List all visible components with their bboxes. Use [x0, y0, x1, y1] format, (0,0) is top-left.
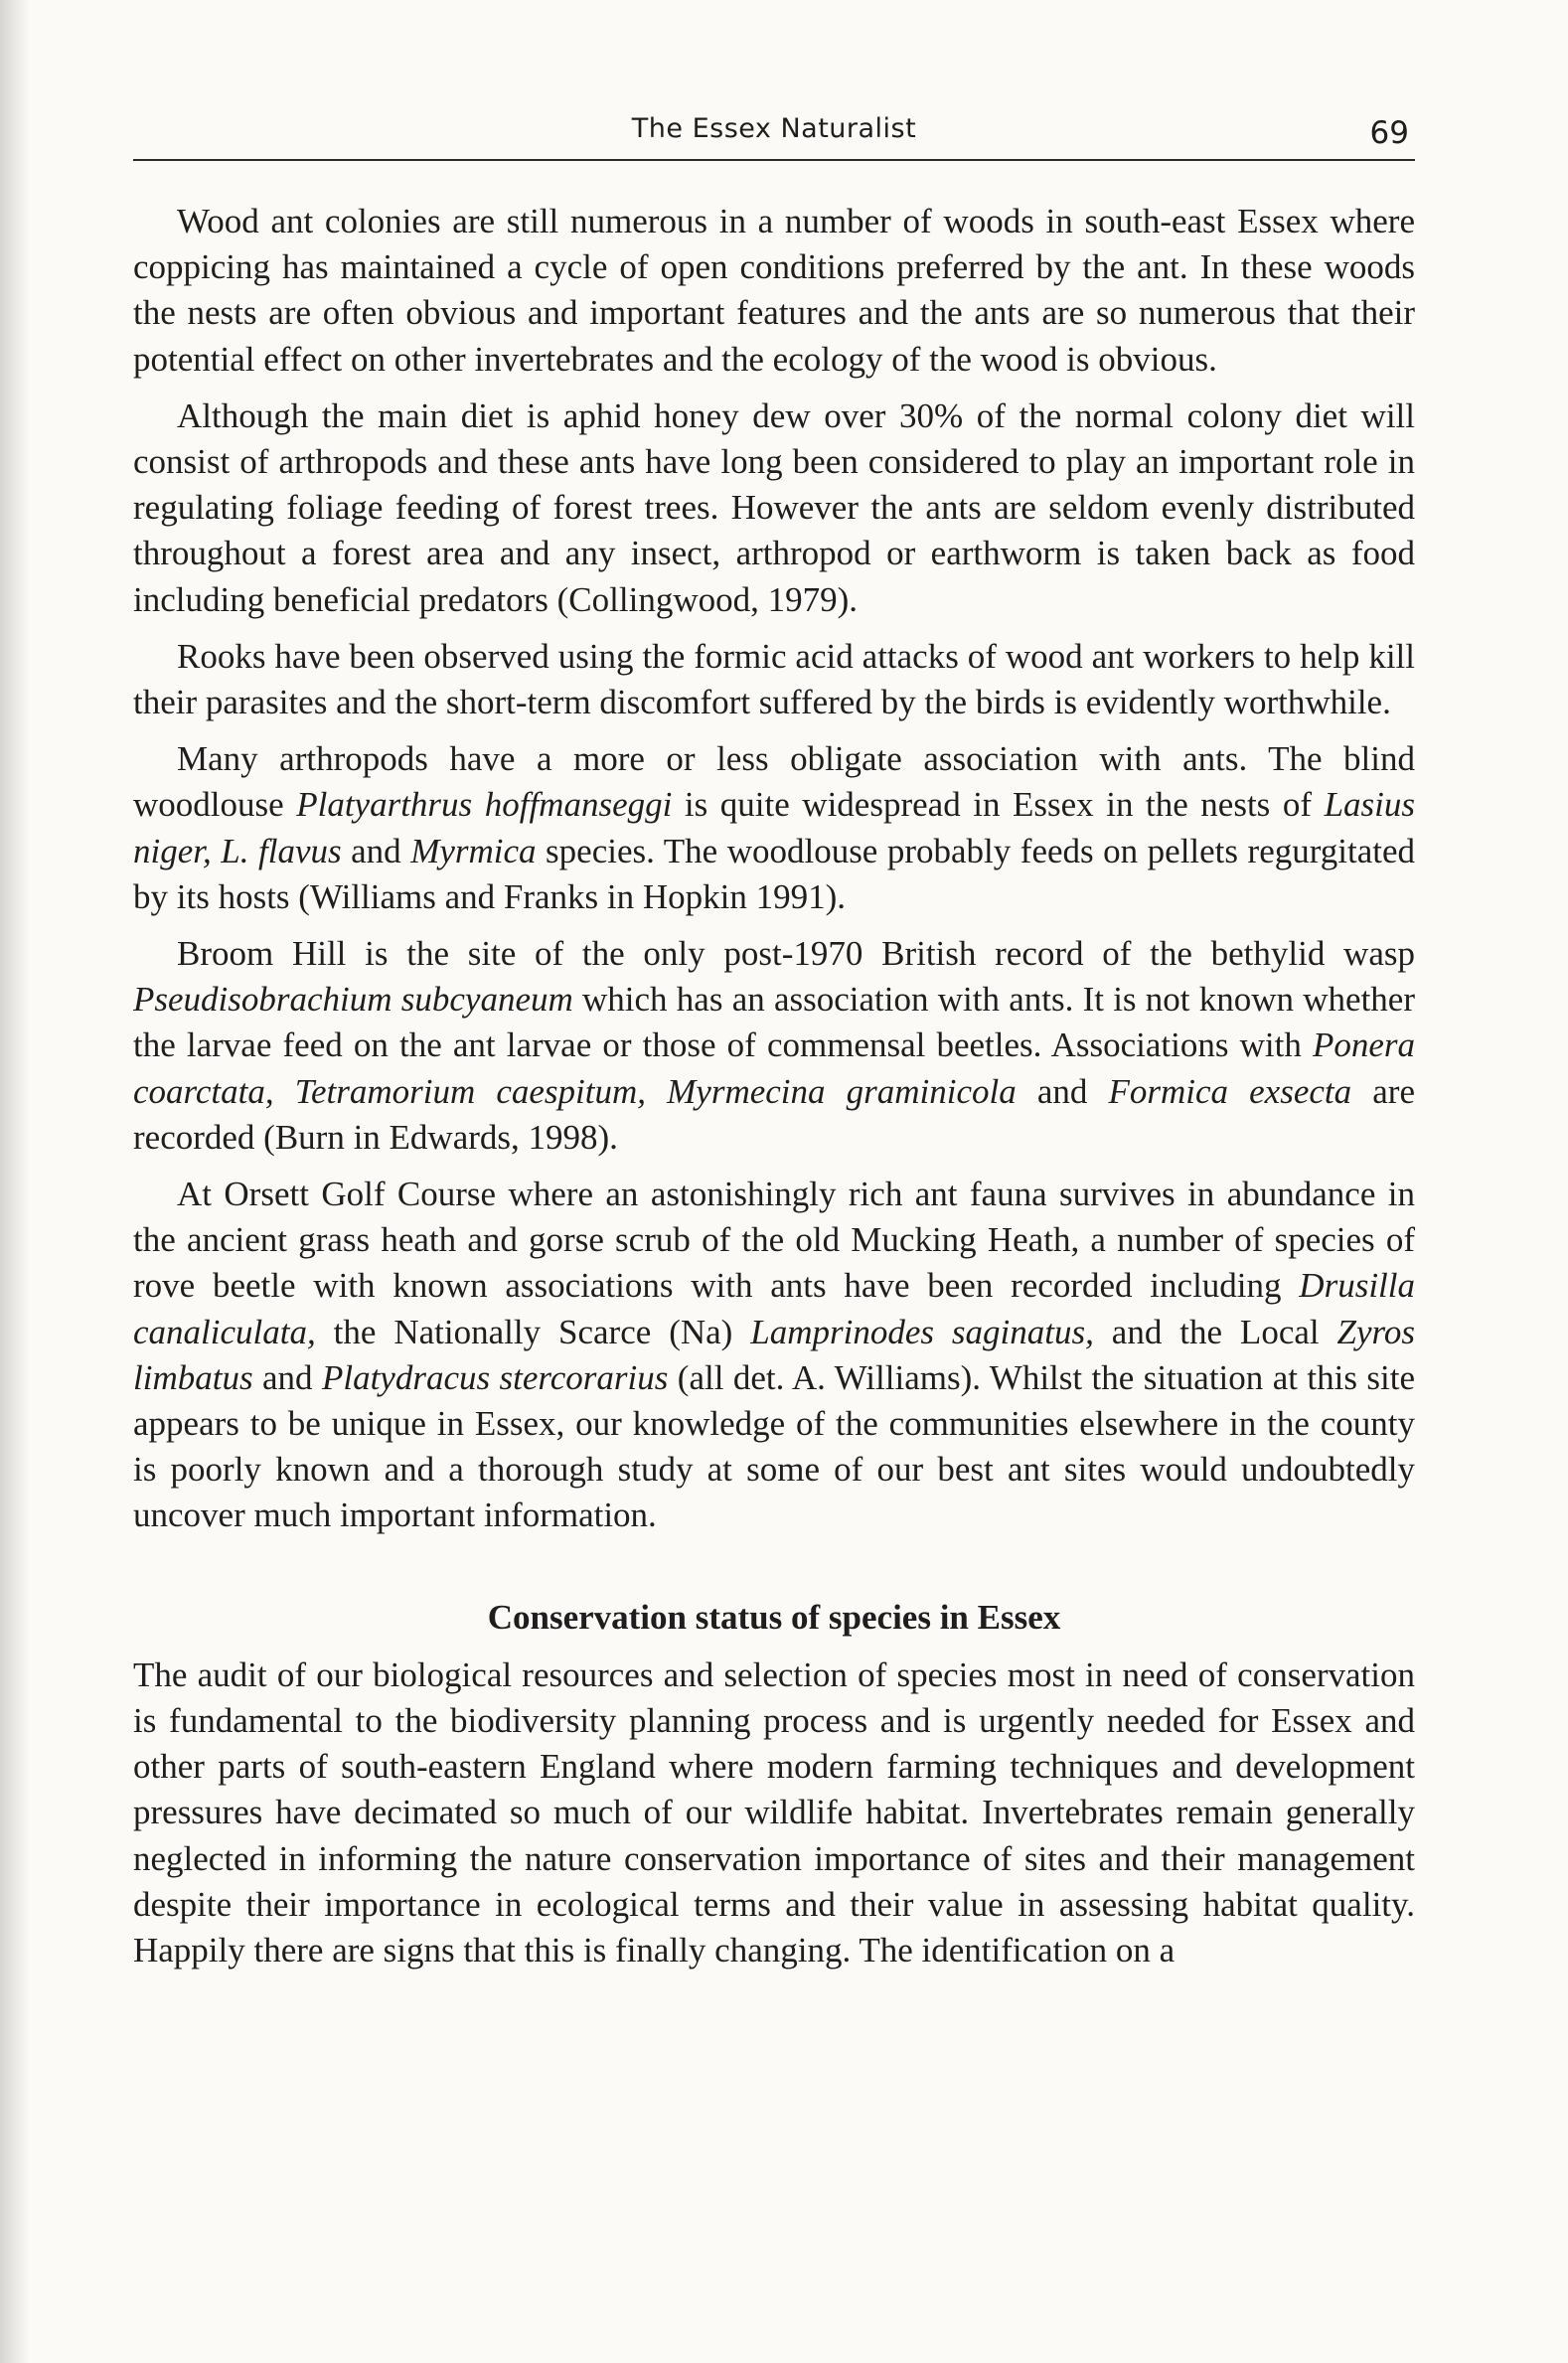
species-name: Ponera coarctata, Tetramorium caespitum, Myrmecina graminicola [133, 1025, 1415, 1111]
paragraph [133, 1653, 1415, 1973]
species-name: Zyros limbatus [133, 1312, 1415, 1397]
paragraphs [133, 199, 1415, 1539]
paragraph [133, 199, 1415, 383]
text-run: Wood ant colonies are still numerous in a number of woods in south-east Essex where coppicing has maintained a cycle of open conditions preferred by the ant. In these woods the nests are often obvious and important features and the ants are so numerous that their potential effect on other invertebrates and the ecology of the wood is obvious. [133, 202, 1415, 379]
text-run: At Orsett Golf Course where an astonishingly rich ant fauna survives in abundance in the ancient grass heath and gorse scrub of the old Mucking Heath, a number of species of rove beetle with known associations with ants have been recorded including [133, 1175, 1415, 1306]
species-name: Formica exsecta [1108, 1071, 1352, 1111]
journal-page [133, 111, 1415, 1973]
text-run: are recorded (Burn in Edwards, 1998). [133, 1071, 1415, 1157]
section-paragraphs [133, 1653, 1415, 1973]
text-run: Although the main diet is aphid honey dew over 30% of the normal colony diet will consist of arthropods and these ants have long been considered to play an important role in regulating foliage feeding of forest trees. However the ants are seldom evenly distributed throughout a forest area and any insect, arthropod or earthworm is taken back as food including beneficial predators (Collingwood, 1979). [133, 395, 1415, 619]
text-run: species. The woodlouse probably feeds on pellets regurgitated by its hosts (Williams and Franks in Hopkin 1991). [133, 831, 1415, 916]
text-run: Many arthropods have a more or less obligate association with ants. The blind woodlouse [133, 739, 1415, 825]
page-number: 69 [1369, 115, 1409, 151]
species-name: Lasius niger, L. flavus [133, 785, 1415, 870]
paragraph [133, 1172, 1415, 1539]
text-run: and [252, 1357, 322, 1397]
paragraph [133, 394, 1415, 623]
text-run: Broom Hill is the site of the only post-1970 British record of the bethylid wasp [177, 934, 1415, 974]
journal-title: The Essex Naturalist [631, 113, 917, 144]
body-text [133, 199, 1415, 1973]
text-run: Rooks have been observed using the formic acid attacks of wood ant workers to help kill their parasites and the short-term discomfort suffered by the birds is evidently worthwhile. [133, 636, 1415, 722]
text-run: is quite widespread in Essex in the nests of [672, 785, 1325, 825]
running-head [133, 111, 1415, 161]
paragraph [133, 634, 1415, 725]
section-heading: Conservation status of species in Essex [487, 1597, 1061, 1637]
text-run: the Nationally Scarce (Na) [315, 1312, 751, 1351]
species-name: Lamprinodes saginatus, [750, 1312, 1094, 1351]
species-name: Platyarthrus hoffmanseggi [296, 785, 673, 825]
page-edge-shadow [0, 0, 30, 2363]
text-run: which has an association with ants. It is not known whether the larvae feed on the ant larvae or those of commensal beetles. Associations with [133, 980, 1415, 1065]
text-run: The audit of our biological resources and selection of species most in need of conservation is fundamental to the biodiversity planning process and is urgently needed for Essex and other parts of south-eastern England where modern farming techniques and development pressures have decimated so much of our wildlife habitat. Invertebrates remain generally neglected in informing the nature conservation importance of sites and their management despite their importance in ecological terms and their value in assessing habitat quality. Happily there are signs that this is finally changing. The identification on a [133, 1654, 1415, 1969]
species-name: Pseudisobrachium subcyaneum [133, 980, 573, 1020]
paragraph [133, 931, 1415, 1161]
species-name: Myrmica [410, 831, 537, 870]
text-run: (all det. A. Williams). Whilst the situation at this site appears to be unique in Essex, our knowledge of the communities elsewhere in the county is poorly known and a thorough study at some of our best ant sites would undoubtedly uncover much important information. [133, 1357, 1415, 1535]
text-run: and [341, 831, 411, 870]
text-run: and [1016, 1071, 1109, 1111]
text-run: and the Local [1093, 1312, 1337, 1351]
paragraph [133, 736, 1415, 920]
species-name: Drusilla canaliculata, [133, 1266, 1415, 1351]
species-name: Platydracus stercorarius [321, 1357, 669, 1397]
